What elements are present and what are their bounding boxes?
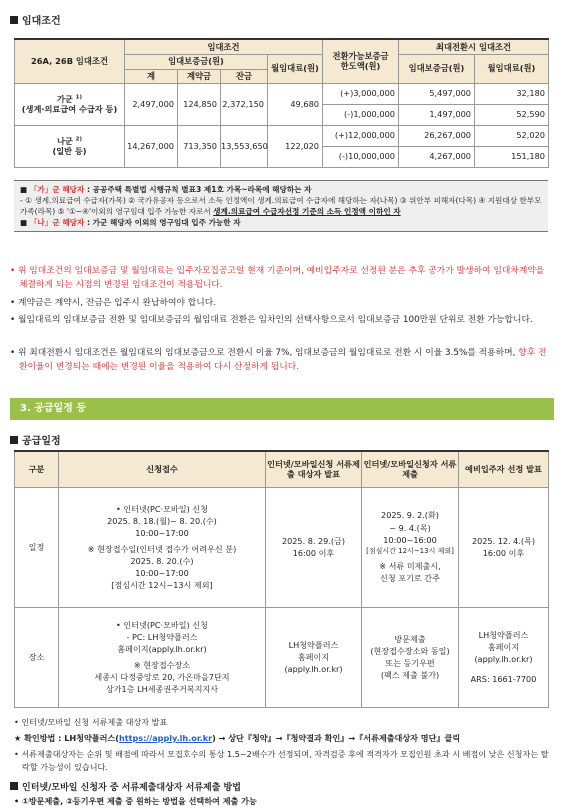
section-title-rent: 임대조건 [10, 12, 61, 27]
cell-max-deposit: 1,497,000 [399, 104, 475, 125]
eligibility-notes: ■ 「가」군 해당자 : 공공주택 특별법 시행규칙 별표3 제1호 가목~라목에 해당하는 자 - ① 생계.의료급여 수급자(가목) ② 국가유공자 등으로서 소득 인정액이 생계.의료급여 수급자에 해당하는 자(나목) ③ 위안부 피해자(다목) ④ 지원대상 한부모가족(라목) ⑤ '①~④'이외의 영구임대 입주 가능한 자로서 생계.의료급여 수급자선정 기준의 소득 인정액 이하인 자 ■ 「나」군 해당자 : 가군 해당자 이외의 영구임대 입주 가능한 자 [14, 180, 548, 232]
header-category: 26A, 26B 임대조건 [15, 39, 125, 83]
note-rent-basis: • 위 임대조건의 임대보증금 및 월임대료는 입주자모집공고일 현재 기준이며, 예비입주자로 선정된 분은 추후 공가가 발생하여 임대차계약을 체결하게 되는 시점의 변경된 임대조건이 적용됩니다. [10, 266, 545, 290]
cell-submit-schedule: 2025. 9. 2.(화) ~ 9. 4.(목) 10:00~16:00 [점심시간 12시~13시 제외] ※ 서류 미제출시, 신청 포기로 간주 [362, 487, 459, 607]
note-check-method: ★ 확인방법 : LH청약플러스(https://apply.lh.or.kr) → 상단『청약』→『청약결과 확인』→『서류제출대상자 명단』클릭 [14, 733, 461, 743]
cell-online-location: LH청약플러스 홈페이지 (apply.lh.or.kr) [266, 607, 362, 707]
header-rent-conditions: 임대조건 [125, 39, 323, 54]
cell-apply-schedule: • 인터넷(PC·모바일) 신청 2025. 8. 18.(월)~ 8. 20.(수) 10:00~17:00 ※ 현장접수일(인터넷 접수가 어려우신 분) 2025. 8. 20.(수) 10:00~17:00 [점심시간 12시~13시 제외] [59, 487, 266, 607]
note-selection: • 서류제출대상자는 순위 및 배점에 따라서 모집호수의 통상 1.5~2배수가 선정되며, 자격검증 후에 적격자가 모집인원 초과 시 배점이 낮은 신청자는 탈락할 가능성이 있습니다. [14, 749, 549, 772]
header-balance: 잔금 [221, 69, 268, 83]
row-label-schedule: 일정 [15, 487, 59, 607]
row-label-location: 장소 [15, 607, 59, 707]
header-deposit: 임대보증금(원) [125, 54, 268, 69]
cell-monthly: 122,020 [268, 125, 323, 167]
header-monthly: 월임대료(원) [268, 54, 323, 83]
header-max-monthly: 월임대료(원) [475, 54, 549, 83]
row-label-ga: 가군 $^{1)}$ (생계·의료급여 수급자 등) [15, 83, 125, 125]
row-label-na: 나군 $^{2)}$ (일반 등) [15, 125, 125, 167]
note-conversion: • 월임대료의 임대보증금 전환 및 임대보증금의 월임대료 전환은 임차인의 선택사항으로서 임대보증금 100만원 단위로 전환 가능합니다. [10, 315, 533, 325]
lh-apply-link[interactable]: https://apply.lh.or.kr [118, 733, 213, 743]
cell-balance: 13,553,650 [221, 125, 268, 167]
section-title-submit-method: 인터넷/모바일 신청자 중 서류제출대상자 서류제출 방법 [10, 780, 241, 793]
cell-max-rent: 32,180 [475, 83, 549, 104]
cell-max-deposit: 4,267,000 [399, 146, 475, 167]
section-title-schedule: 공급일정 [10, 432, 61, 447]
cell-limit: (+)12,000,000 [323, 125, 399, 146]
header-online-announce: 인터넷/모바일신청 서류제출 대상자 발표 [266, 451, 362, 487]
header-document-submit: 인터넷/모바일신청자 서류제출 [362, 451, 459, 487]
cell-limit: (+)3,000,000 [323, 83, 399, 104]
cell-submit-location: 방문제출 (현장접수장소와 동일) 또는 등기우편 (팩스 제출 불가) [362, 607, 459, 707]
header-max-convert: 최대전환시 임대조건 [399, 39, 549, 54]
header-max-deposit: 임대보증금(원) [399, 54, 475, 83]
square-bullet-icon [10, 16, 18, 24]
header-convert-limit: 전환가능보증금 한도액(원) [323, 39, 399, 83]
header-reserve-announce: 예비입주자 선정 발표 [459, 451, 549, 487]
rent-conditions-table [14, 38, 549, 168]
note-conversion-rate: • 위 최대전환시 임대조건은 월임대료의 임대보증금으로 전환시 이율 7%, 임대보증금의 월임대료로 전환 시 이율 3.5%를 적용하며, 향후 전환이율이 변경되는 때에는 변경된 이율을 적용하여 다시 산정하게 됩니다. [10, 348, 547, 372]
cell-max-deposit: 5,497,000 [399, 83, 475, 104]
cell-limit: (-)10,000,000 [323, 146, 399, 167]
cell-reserve-schedule: 2025. 12. 4.(목) 16:00 이후 [459, 487, 549, 607]
cell-max-deposit: 26,267,000 [399, 125, 475, 146]
cell-apply-location: • 인터넷(PC·모바일) 신청 - PC: LH청약플러스 홈페이지(apply.lh.or.kr) ※ 현장접수장소 세종시 다정중앙로 20, 가온마을7단지 상가1층 LH세종권주거복지지사 [59, 607, 266, 707]
header-total: 계 [125, 69, 178, 83]
square-bullet-icon [10, 436, 18, 444]
header-apply: 신청접수 [59, 451, 266, 487]
section-bar-schedule: 3. 공급일정 등 [10, 398, 554, 420]
note-payment: • 계약금은 계약시, 잔금은 입주시 완납하여야 합니다. [10, 298, 217, 308]
note-online-announce: • 인터넷/모바일 신청 서류제출 대상자 발표 [14, 717, 168, 727]
header-contract: 계약금 [178, 69, 221, 83]
cell-total: 2,497,000 [125, 83, 178, 125]
cell-max-rent: 151,180 [475, 146, 549, 167]
header-division: 구분 [15, 451, 59, 487]
cell-reserve-location: LH청약플러스 홈페이지 (apply.lh.or.kr) ARS: 1661-7700 [459, 607, 549, 707]
schedule-table [14, 450, 549, 708]
cell-max-rent: 52,020 [475, 125, 549, 146]
cell-balance: 2,372,150 [221, 83, 268, 125]
cell-max-rent: 52,590 [475, 104, 549, 125]
cell-online-schedule: 2025. 8. 29.(금) 16:00 이후 [266, 487, 362, 607]
cell-total: 14,267,000 [125, 125, 178, 167]
square-bullet-icon [10, 782, 18, 790]
cell-limit: (-)1,000,000 [323, 104, 399, 125]
note-submit-method: • ①방문제출, ②등기우편 제출 중 원하는 방법을 선택하여 제출 가능 [14, 796, 257, 806]
cell-contract: 713,350 [178, 125, 221, 167]
cell-contract: 124,850 [178, 83, 221, 125]
cell-monthly: 49,680 [268, 83, 323, 125]
